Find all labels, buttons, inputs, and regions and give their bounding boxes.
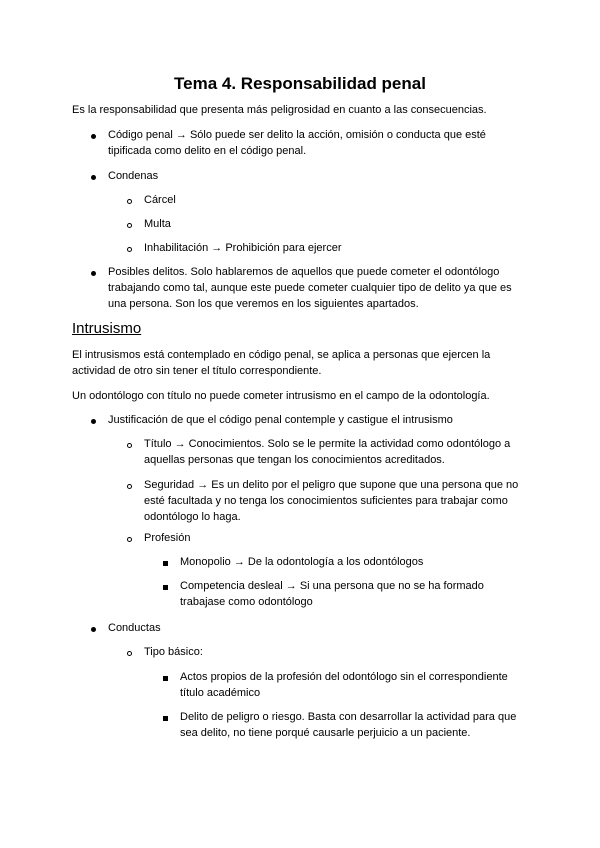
bullet-circle — [127, 651, 132, 656]
bullet-circle — [127, 443, 132, 448]
bullet-circle — [127, 199, 132, 204]
bullet-disc — [91, 175, 96, 180]
condena-item: Multa — [144, 218, 171, 230]
bullet-circle — [127, 247, 132, 252]
intro-paragraph: Es la responsabilidad que presenta más peligrosidad en cuanto a las consecuencias. — [72, 104, 487, 116]
justificacion-titulo: Título → Conocimientos. Solo se le permite la actividad como odontólogo a aquellas personas que tengan los conocimientos acreditados. — [144, 438, 511, 466]
bullet-condenas: Condenas — [108, 170, 159, 182]
tipo-basico-item: Delito de peligro o riesgo. Basta con desarrollar la actividad para que sea delito, no tiene porqué causarle perjuicio a un paciente. — [180, 711, 517, 739]
justificacion-seguridad: Seguridad → Es un delito por el peligro que supone que una persona que no esté facultada y no tenga los conocimientos suficientes para trabajar como odontólogo lo haga. — [144, 479, 519, 523]
bullet-justificacion: Justificación de que el código penal contemple y castigue el intrusismo — [108, 414, 453, 426]
bullet-disc — [91, 271, 96, 276]
bullet-circle — [127, 223, 132, 228]
bullet-square — [163, 676, 168, 681]
profesion-item: Competencia desleal → Si una persona que no se ha formado trabajase como odontólogo — [180, 580, 484, 608]
condena-item: Inhabilitación → Prohibición para ejercer — [144, 242, 342, 254]
bullet-circle — [127, 484, 132, 489]
profesion-item: Monopolio → De la odontología a los odontólogos — [180, 556, 424, 568]
bullet-disc — [91, 419, 96, 424]
bullet-codigo-penal: Código penal → Sólo puede ser delito la acción, omisión o conducta que esté tipificada como delito en el código penal. — [108, 129, 486, 157]
bullet-disc — [91, 627, 96, 632]
bullet-square — [163, 585, 168, 590]
condena-item: Cárcel — [144, 194, 176, 206]
bullet-square — [163, 561, 168, 566]
conductas-tipo-basico: Tipo básico: — [144, 646, 203, 658]
tipo-basico-item: Actos propios de la profesión del odontólogo sin el correspondiente título académico — [180, 671, 508, 699]
bullet-disc — [91, 134, 96, 139]
intrusismo-paragraph-1: El intrusismos está contemplado en código penal, se aplica a personas que ejercen la actividad de otro sin tener el título correspondiente. — [72, 349, 491, 377]
section-heading-intrusismo: Intrusismo — [72, 320, 142, 337]
bullet-circle — [127, 537, 132, 542]
bullet-conductas: Conductas — [108, 622, 161, 634]
intrusismo-paragraph-2: Un odontólogo con título no puede cometer intrusismo en el campo de la odontología. — [72, 390, 490, 402]
bullet-square — [163, 716, 168, 721]
justificacion-profesion: Profesión — [144, 532, 191, 544]
bullet-posibles-delitos: Posibles delitos. Solo hablaremos de aquellos que puede cometer el odontólogo trabajando como tal, aunque este puede cometer cualquier tipo de delito ya que es una persona. Son los que veremos en los siguientes apartados. — [108, 266, 512, 310]
page-title: Tema 4. Responsabilidad penal — [174, 74, 426, 93]
